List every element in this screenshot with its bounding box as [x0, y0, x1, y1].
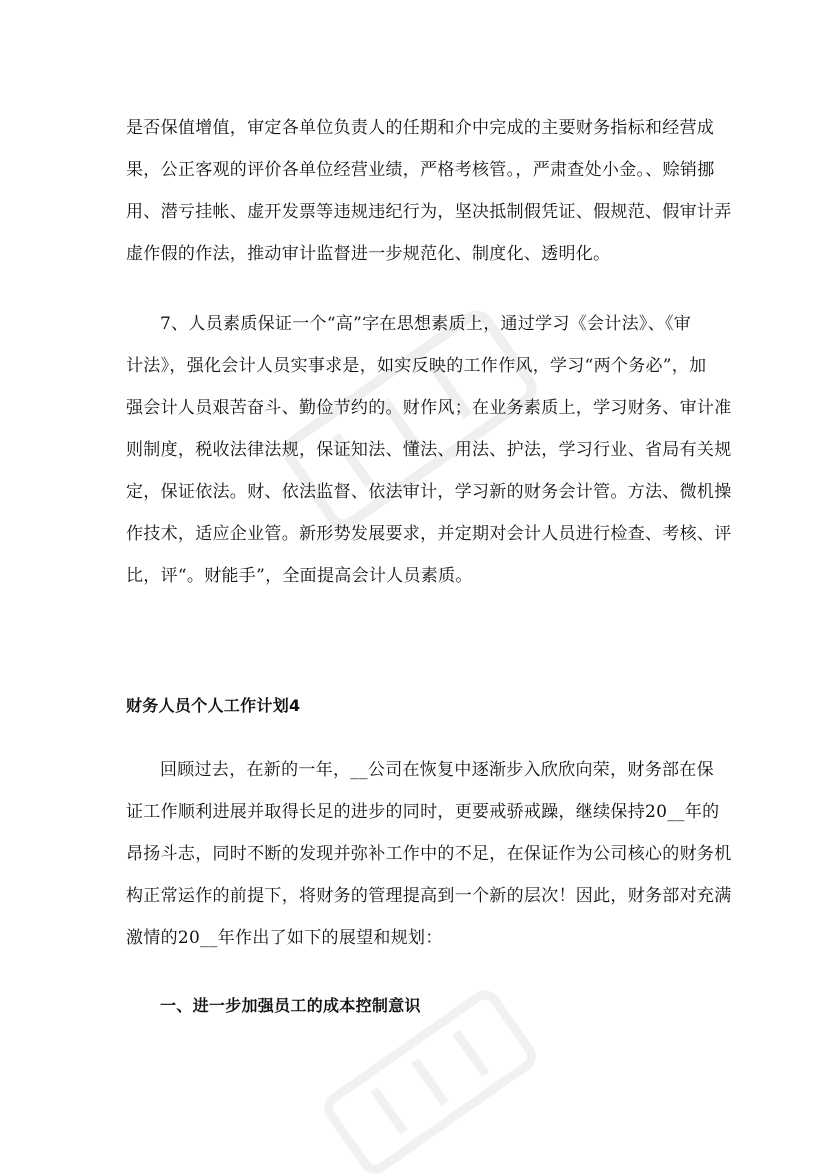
paragraph-3-line-5: 激情的20__年作出了如下的展望和规划： [126, 928, 443, 948]
paragraph-1-line-3: 用、潜亏挂帐、虚开发票等违规违纪行为，坚决抵制假凭证、假规范、假审计弄 [126, 202, 732, 222]
paragraph-3-line-3: 昂扬斗志，同时不断的发现并弥补工作中的不足，在保证作为公司核心的财务机 [126, 844, 732, 864]
paragraph-1-line-4: 虚作假的作法，推动审计监督进一步规范化、制度化、透明化。 [126, 244, 611, 264]
watermark-logo [250, 300, 570, 540]
paragraph-2-line-7: 比，评“。财能手”，全面提高会计人员素质。 [126, 566, 473, 586]
paragraph-2-line-4: 则制度，税收法律法规，保证知法、懂法、用法、护法，学习行业、省局有关规 [126, 440, 732, 460]
paragraph-3-line-1: 回顾过去，在新的一年，__公司在恢复中逐渐步入欣欣向荣，财务部在保 [160, 760, 714, 780]
paragraph-3-line-2: 证工作顺利进展并取得长足的进步的同时，更要戒骄戒躁，继续保持20__年的 [126, 802, 720, 822]
paragraph-1-line-2: 果，公正客观的评价各单位经营业绩，严格考核管。，严肃查处小金。、赊销挪 [126, 160, 715, 180]
paragraph-2-line-6: 作技术，适应企业管。新形势发展要求，并定期对会计人员进行检查、考核、评 [126, 524, 732, 544]
subheading: 一、进一步加强员工的成本控制意识 [160, 996, 421, 1015]
paragraph-1-line-1: 是否保值增值，审定各单位负责人的任期和介中完成的主要财务指标和经营成 [126, 118, 715, 138]
paragraph-2-line-5: 定，保证依法。财、依法监督、依法审计，学习新的财务会计管。方法、微机操 [126, 482, 732, 502]
paragraph-2-line-3: 强会计人员艰苦奋斗、勤俭节约的。财作风；在业务素质上，学习财务、审计准 [126, 398, 732, 418]
paragraph-3-line-4: 构正常运作的前提下，将财务的管理提高到一个新的层次！因此，财务部对充满 [126, 886, 732, 906]
paragraph-2-line-1: 7、人员素质保证一个“高”字在思想素质上，通过学习《会计法》、《审 [160, 314, 692, 334]
paragraph-2-line-2: 计法》，强化会计人员实事求是，如实反映的工作作风，学习“两个务必”，加 [126, 356, 707, 376]
section-title: 财务人员个人工作计划4 [126, 696, 301, 715]
